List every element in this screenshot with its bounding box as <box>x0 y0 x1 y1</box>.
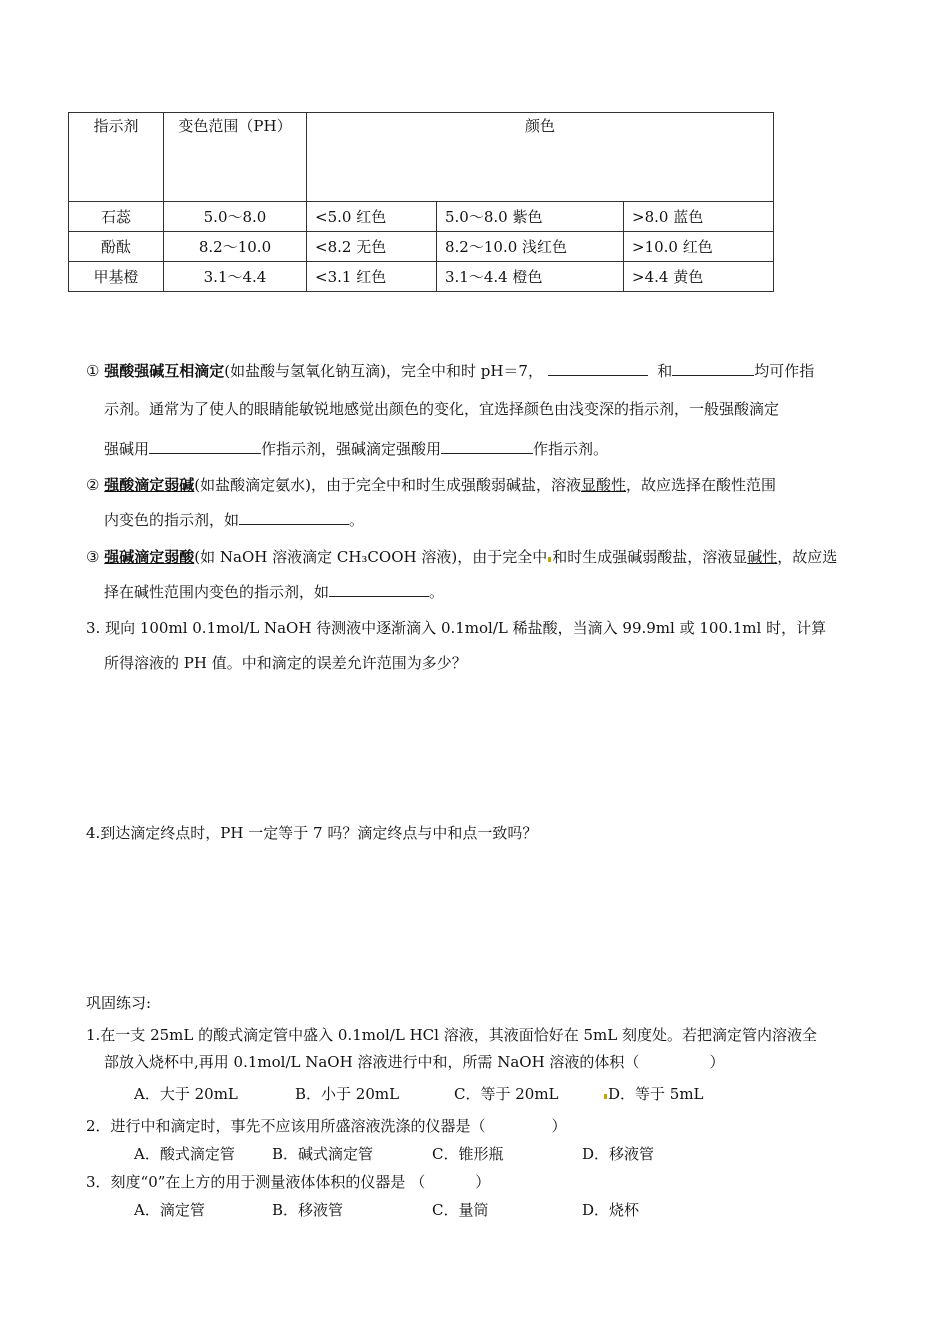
header-range: 变色范围（PH） <box>164 113 307 202</box>
stray-mark <box>548 557 551 562</box>
color-high: >8.0 蓝色 <box>624 202 774 232</box>
question-4-line-1: 4.到达滴定终点时，PH 一定等于 7 吗？滴定终点与中和点一致吗？ <box>86 824 538 842</box>
option-c: C．量筒 <box>432 1201 489 1219</box>
question-stem: 部放入烧杯中,再用 0.1mol/L NaOH 溶液进行中和，所需 NaOH 溶液的体积（ <box>104 1053 640 1071</box>
table-row <box>69 262 774 292</box>
option-d: D．移液管 <box>582 1145 655 1163</box>
option-a: A．酸式滴定管 <box>134 1145 235 1163</box>
paragraph-text: 和时生成强碱弱酸盐，溶液显 <box>552 548 748 566</box>
indicator-name: 甲基橙 <box>69 262 164 292</box>
color-low: <5.0 红色 <box>307 202 437 232</box>
paragraph-text: (如盐酸与氢氧化钠互滴)，完全中和时 pH＝7， <box>224 362 543 380</box>
paragraph-3-line-2 <box>104 581 444 602</box>
paragraph-text: 和 <box>657 362 673 380</box>
color-low: <3.1 红色 <box>307 262 437 292</box>
practice-q1-line-1: 1.在一支 25mL 的酸式滴定管中盛入 0.1mol/L HCl 溶液，其液面恰好在 5mL 刻度处。若把滴定管内溶液全 <box>86 1026 817 1044</box>
fill-blank <box>149 439 261 454</box>
header-color: 颜色 <box>307 113 774 202</box>
color-low: <8.2 无色 <box>307 232 437 262</box>
option-a: A．大于 20mL <box>134 1085 238 1103</box>
option-d: D．等于 5mL <box>608 1085 704 1103</box>
paragraph-text: 择在碱性范围内变色的指示剂，如 <box>104 583 330 601</box>
option-b: B．小于 20mL <box>295 1085 400 1103</box>
indicator-range: 5.0～8.0 <box>164 202 307 232</box>
paragraph-2-line-1 <box>86 474 776 495</box>
answer-paren: ） <box>551 1117 567 1135</box>
indicator-range: 8.2～10.0 <box>164 232 307 262</box>
paragraph-text: ，故应选择在酸性范围 <box>625 476 776 494</box>
circle-number-3: ③ <box>86 548 100 566</box>
header-indicator: 指示剂 <box>69 113 164 202</box>
question-stem: 2．进行中和滴定时，事先不应该用所盛溶液洗涤的仪器是（ <box>86 1117 486 1135</box>
bold-term: 强碱滴定弱酸 <box>104 548 195 566</box>
paragraph-text: (如盐酸滴定氨水)，由于完全中和时生成强酸弱碱盐，溶液 <box>194 476 581 494</box>
question-stem: 3．刻度“0”在上方的用于测量液体体积的仪器是 （ <box>86 1173 426 1191</box>
fill-blank <box>239 510 349 525</box>
option-c: C．锥形瓶 <box>432 1145 504 1163</box>
option-c: C．等于 20mL <box>454 1085 559 1103</box>
fill-blank <box>329 582 429 597</box>
paragraph-text: 内变色的指示剂，如 <box>104 511 240 529</box>
option-b: B．碱式滴定管 <box>272 1145 374 1163</box>
paragraph-1-line-1 <box>86 360 814 381</box>
indicator-range: 3.1～4.4 <box>164 262 307 292</box>
answer-paren: ） <box>475 1173 491 1191</box>
table-header-row <box>69 113 774 202</box>
practice-title: 巩固练习: <box>86 994 152 1012</box>
color-high: >10.0 红色 <box>624 232 774 262</box>
question-3-line-2: 所得溶液的 PH 值。中和滴定的误差允许范围为多少？ <box>104 654 467 672</box>
fill-blank <box>548 361 648 376</box>
paragraph-text: 。 <box>349 511 365 529</box>
bold-term: 强酸强碱互相滴定 <box>104 362 225 380</box>
underlined-text: 碱性 <box>747 548 778 566</box>
color-mid: 5.0～8.0 紫色 <box>437 202 624 232</box>
option-d: D．烧杯 <box>582 1201 640 1219</box>
table-row <box>69 202 774 232</box>
indicator-name: 石蕊 <box>69 202 164 232</box>
paragraph-text: (如 NaOH 溶液滴定 CH₃COOH 溶液)，由于完全中 <box>194 548 548 566</box>
stray-mark <box>604 1094 607 1099</box>
fill-blank <box>441 439 533 454</box>
paragraph-text: 均可作指 <box>754 362 815 380</box>
bold-term: 强酸滴定弱碱 <box>104 476 195 494</box>
practice-q3-line-1 <box>86 1171 490 1192</box>
paragraph-1-line-3 <box>104 438 608 459</box>
paragraph-1-line-2: 示剂。通常为了使人的眼睛能敏锐地感觉出颜色的变化，宜选择颜色由浅变深的指示剂，一般强酸滴定 <box>104 400 780 418</box>
color-mid: 3.1～4.4 橙色 <box>437 262 624 292</box>
indicator-name: 酚酞 <box>69 232 164 262</box>
paragraph-text: 。 <box>429 583 445 601</box>
paragraph-text: 作指示剂。 <box>533 440 609 458</box>
fill-blank <box>672 361 754 376</box>
color-high: >4.4 黄色 <box>624 262 774 292</box>
circle-number-1: ① <box>86 362 100 380</box>
question-3-line-1: 3. 现向 100ml 0.1mol/L NaOH 待测液中逐渐滴入 0.1mol/L 稀盐酸，当滴入 99.9ml 或 100.1ml 时，计算 <box>86 619 827 637</box>
paragraph-3-line-1 <box>86 546 837 567</box>
option-b: B．移液管 <box>272 1201 344 1219</box>
circle-number-2: ② <box>86 476 100 494</box>
option-d-wrap <box>603 1083 704 1104</box>
color-mid: 8.2～10.0 浅红色 <box>437 232 624 262</box>
practice-q1-line-2 <box>104 1051 724 1072</box>
paragraph-2-line-2 <box>104 509 364 530</box>
answer-paren: ） <box>709 1053 725 1071</box>
paragraph-text: ，故应选 <box>777 548 838 566</box>
option-a: A．滴定管 <box>134 1201 205 1219</box>
practice-q2-line-1 <box>86 1115 567 1136</box>
paragraph-text: 作指示剂，强碱滴定强酸用 <box>261 440 442 458</box>
underlined-text: 显酸性 <box>580 476 626 494</box>
table-row <box>69 232 774 262</box>
indicator-table <box>68 112 774 292</box>
paragraph-text: 强碱用 <box>104 440 150 458</box>
